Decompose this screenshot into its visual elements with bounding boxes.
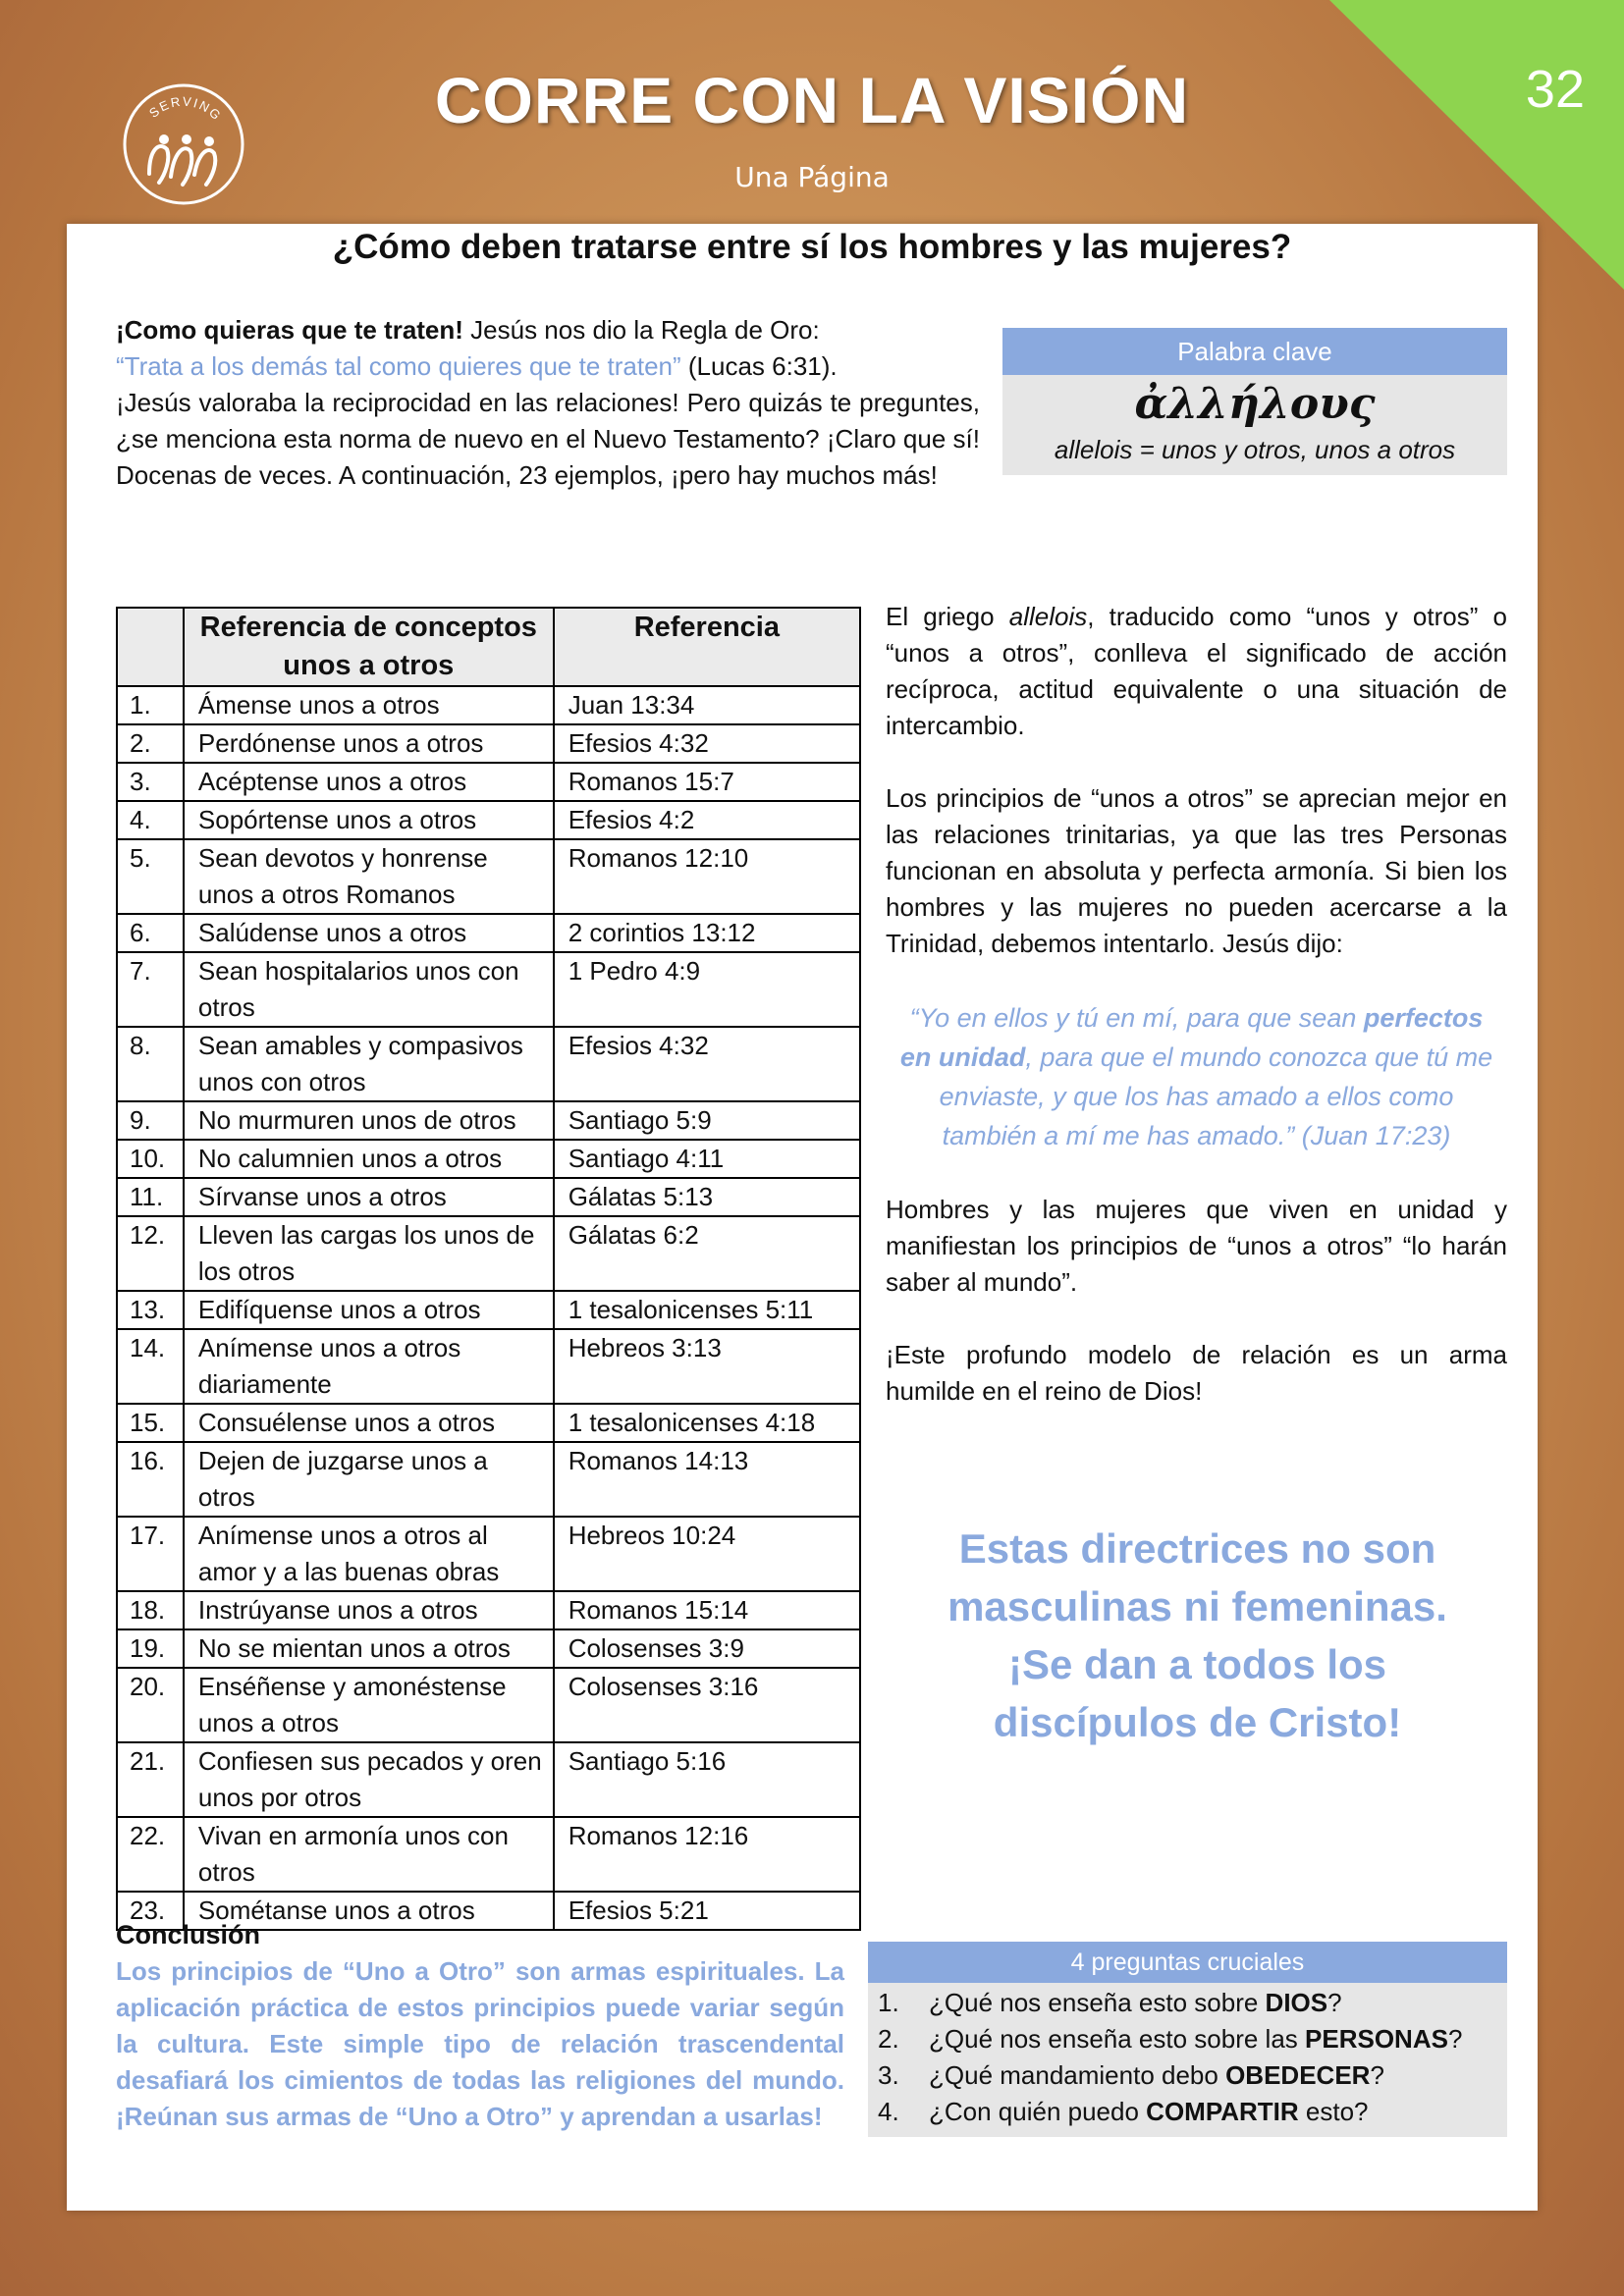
row-num: 9. [117,1101,184,1140]
row-concept: Anímense unos a otros al amor y a las buenas obras [184,1517,554,1591]
question-end: ? [1370,2060,1384,2090]
conclusion-title: Conclusión [116,1920,260,1949]
question-keyword: OBEDECER [1225,2060,1371,2090]
table-row [117,1140,860,1178]
question-num: 1. [878,1988,899,2017]
conclusion-text: Los principios de “Uno a Otro” son armas espirituales. La aplicación práctica de estos principios puede variar según la cultura. Este simple tipo de relación trascendental desafiará los cimientos de todas las religiones del mundo. ¡Reúnan sus armas de “Uno a Otro” y aprendan a usarlas! [116,1956,844,2131]
trinity-paragraph: Los principios de “unos a otros” se aprecian mejor en las relaciones trinitarias, ya que las tres Personas funcionan en absoluta y perfecta armonía. Si bien los hombres y las mujeres no pueden acercarse a la Trinidad, debemos intentarlo. Jesús dijo: [886,783,1507,958]
row-num: 18. [117,1591,184,1629]
row-num: 5. [117,839,184,914]
question-num: 4. [878,2097,899,2126]
row-reference: Hebreos 3:13 [554,1329,860,1404]
table-row [117,724,860,763]
question-text: ¿Qué nos enseña esto sobre las [929,2024,1306,2054]
row-num: 22. [117,1817,184,1892]
row-num: 16. [117,1442,184,1517]
row-reference: Efesios 4:2 [554,801,860,839]
page-number: 32 [1525,60,1585,119]
golden-rule-quote: “Trata a los demás tal como quieres que te traten” [116,351,681,381]
table-row [117,839,860,914]
row-reference: Efesios 4:32 [554,724,860,763]
table-row [117,1591,860,1629]
svg-text:SERVING: SERVING [145,93,226,125]
table-row [117,1101,860,1140]
row-reference: Santiago 4:11 [554,1140,860,1178]
row-concept: Acéptense unos a otros [184,763,554,801]
row-reference: Romanos 12:10 [554,839,860,914]
keyword-translit: allelois = unos y otros, unos a otros [1054,435,1456,464]
row-reference: 1 Pedro 4:9 [554,952,860,1027]
table-row [117,1668,860,1742]
row-concept: Vivan en armonía unos con otros [184,1817,554,1892]
row-num: 6. [117,914,184,952]
row-concept: Salúdense unos a otros [184,914,554,952]
golden-rule-ref: (Lucas 6:31). [680,351,838,381]
row-concept: Lleven las cargas los unos de los otros [184,1216,554,1291]
question-num: 2. [878,2024,899,2054]
row-num: 20. [117,1668,184,1742]
row-num: 2. [117,724,184,763]
row-reference: Santiago 5:9 [554,1101,860,1140]
page-title: CORRE CON LA VISIÓN [434,64,1190,136]
table-header-concept: Referencia de conceptos unos a otros [184,608,554,686]
keyword-box [1002,328,1507,475]
row-concept: Ámense unos a otros [184,686,554,724]
main-question: ¿Cómo deben tratarse entre sí los hombres y las mujeres? [332,228,1292,266]
row-num: 15. [117,1404,184,1442]
row-reference: Efesios 5:21 [554,1892,860,1930]
row-concept: Edifíquense unos a otros [184,1291,554,1329]
row-reference: Romanos 15:14 [554,1591,860,1629]
question-keyword: DIOS [1265,1988,1328,2017]
greek-paragraph-a: El griego [886,602,1009,631]
row-reference: Romanos 14:13 [554,1442,860,1517]
greek-paragraph [886,599,1507,744]
row-num: 8. [117,1027,184,1101]
explanation-column [886,599,1507,1446]
question-num: 3. [878,2060,899,2090]
callout-line-2: ¡Se dan a todos los discípulos de Cristo! [993,1641,1402,1745]
question-item [878,2021,1507,2057]
table-row [117,1216,860,1291]
table-row [117,1027,860,1101]
unity-paragraph: Hombres y las mujeres que viven en unidad y manifiestan los principios de “unos a otros” “lo harán saber al mundo”. [886,1195,1507,1297]
row-concept: Sean devotos y honrense unos a otros Romanos [184,839,554,914]
row-reference: Efesios 4:32 [554,1027,860,1101]
intro-lead-rest: Jesús nos dio la Regla de Oro: [462,315,820,345]
question-item [878,2094,1507,2130]
row-reference: Colosenses 3:9 [554,1629,860,1668]
row-num: 1. [117,686,184,724]
questions-header: 4 preguntas cruciales [868,1942,1507,1983]
row-concept: No se mientan unos a otros [184,1629,554,1668]
page-subtitle: Una Página [734,161,890,193]
row-reference: 2 corintios 13:12 [554,914,860,952]
row-reference: Romanos 12:16 [554,1817,860,1892]
intro-lead: ¡Como quieras que te traten! [116,315,463,345]
table-row [117,1291,860,1329]
references-table [116,607,861,1931]
table-row [117,914,860,952]
row-concept: Perdónense unos a otros [184,724,554,763]
greek-word: allelois [1008,602,1088,631]
row-reference: Gálatas 5:13 [554,1178,860,1216]
table-row [117,1817,860,1892]
row-num: 4. [117,801,184,839]
row-concept: No murmuren unos de otros [184,1101,554,1140]
row-num: 7. [117,952,184,1027]
greek-paragraph-b: , traducido como “unos y otros” o “unos a otros”, conlleva el significado de acción recíproca, actitud equivalente o una situación de intercambio. [886,602,1508,740]
row-reference: Juan 13:34 [554,686,860,724]
row-reference: Santiago 5:16 [554,1742,860,1817]
question-end: esto? [1298,2097,1369,2126]
question-text: ¿Qué mandamiento debo [929,2060,1226,2090]
row-reference: 1 tesalonicenses 4:18 [554,1404,860,1442]
keyword-greek: ἀλλήλους [1134,379,1376,429]
intro-body: ¡Jesús valoraba la reciprocidad en las relaciones! Pero quizás te preguntes, ¿se menciona esta norma de nuevo en el Nuevo Testamento? ¡Claro que sí! Docenas de veces. A continuación, 23 ejemplos, ¡pero hay muchos más! [116,388,980,490]
row-concept: Instrúyanse unos a otros [184,1591,554,1629]
intro-paragraph [116,312,980,494]
question-keyword: PERSONAS [1305,2024,1448,2054]
question-text: ¿Con quién puedo [929,2097,1147,2126]
row-concept: No calumnien unos a otros [184,1140,554,1178]
questions-box [868,1942,1507,2137]
row-num: 10. [117,1140,184,1178]
john-quote-emphasis: perfectos en unidad [899,1003,1484,1072]
row-num: 19. [117,1629,184,1668]
row-num: 17. [117,1517,184,1591]
row-concept: Sométanse unos a otros [184,1892,554,1930]
row-num: 3. [117,763,184,801]
callout-text [915,1520,1480,1751]
row-num: 21. [117,1742,184,1817]
keyword-header: Palabra clave [1002,328,1507,375]
john-quote [895,998,1497,1155]
weapon-paragraph: ¡Este profundo modelo de relación es un arma humilde en el reino de Dios! [886,1340,1507,1406]
row-concept: Anímense unos a otros diariamente [184,1329,554,1404]
question-end: ? [1447,2024,1463,2054]
table-row [117,1178,860,1216]
question-end: ? [1327,1988,1342,2017]
row-reference: Hebreos 10:24 [554,1517,860,1591]
row-reference: Gálatas 6:2 [554,1216,860,1291]
table-row [117,952,860,1027]
row-concept: Confiesen sus pecados y oren unos por otros [184,1742,554,1817]
row-num: 11. [117,1178,184,1216]
row-num: 13. [117,1291,184,1329]
row-concept: Consuélense unos a otros [184,1404,554,1442]
table-row [117,686,860,724]
row-num: 14. [117,1329,184,1404]
question-text: ¿Qué nos enseña esto sobre [929,1988,1266,2017]
table-header-row [117,608,860,686]
table-header-num [117,608,184,686]
table-row [117,763,860,801]
question-item [878,1985,1507,2021]
row-concept: Sean hospitalarios unos con otros [184,952,554,1027]
row-concept: Dejen de juzgarse unos a otros [184,1442,554,1517]
row-concept: Enséñense y amonéstense unos a otros [184,1668,554,1742]
row-num: 12. [117,1216,184,1291]
table-row [117,1442,860,1517]
table-row [117,1329,860,1404]
row-concept: Sopórtense unos a otros [184,801,554,839]
row-concept: Sean amables y compasivos unos con otros [184,1027,554,1101]
john-quote-a: “Yo en ellos y tú en mí, para que sean [909,1003,1364,1033]
table-row [117,1629,860,1668]
question-item [878,2057,1507,2094]
john-quote-b: , para que el mundo conozca que tú me enviaste, y que los has amado a ellos como también a mí me has amado.” (Juan 17:23) [939,1042,1493,1150]
row-num: 23. [117,1892,184,1930]
question-keyword: COMPARTIR [1146,2097,1299,2126]
row-reference: Colosenses 3:16 [554,1668,860,1742]
table-row [117,1517,860,1591]
row-reference: Romanos 15:7 [554,763,860,801]
questions-list [868,1983,1507,2130]
row-reference: 1 tesalonicenses 5:11 [554,1291,860,1329]
table-row [117,1742,860,1817]
table-row [117,1404,860,1442]
row-concept: Sírvanse unos a otros [184,1178,554,1216]
callout-line-1: Estas directrices no son masculinas ni femeninas. [947,1525,1447,1629]
table-row [117,801,860,839]
table-header-reference: Referencia [554,608,860,686]
